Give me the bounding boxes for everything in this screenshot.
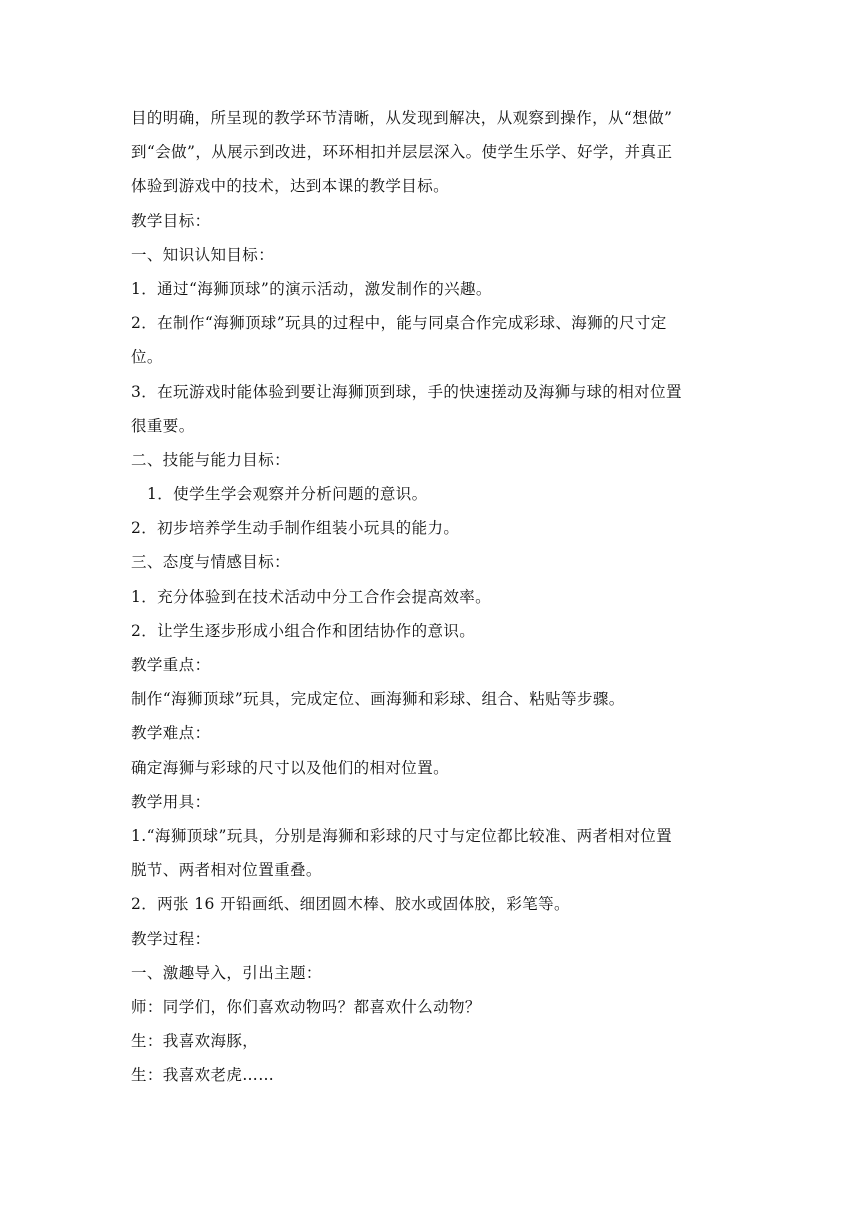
list-item: 2．初步培养学生动手制作组装小玩具的能力。	[131, 519, 460, 538]
list-item: 1．使学生学会观察并分析问题的意识。	[147, 485, 428, 504]
list-item-continuation: 很重要。	[131, 416, 195, 435]
paragraph-line: 确定海狮与彩球的尺寸以及他们的相对位置。	[131, 758, 450, 777]
list-item: 1．通过“海狮顶球”的演示活动，激发制作的兴趣。	[131, 279, 492, 298]
section-heading-key-points: 教学重点：	[131, 656, 211, 674]
section-heading-teaching-process: 教学过程：	[131, 929, 211, 948]
list-item-continuation: 脱节、两者相对位置重叠。	[131, 861, 322, 880]
document-body	[131, 106, 741, 1097]
list-item-continuation: 位。	[131, 348, 163, 367]
list-item: 2．两张 16 开铅画纸、细团圆木棒、胶水或固体胶，彩笔等。	[131, 895, 570, 914]
paragraph-line: 到“会做”，从展示到改进，环环相扣并层层深入。使学生乐学、好学，并真正	[131, 143, 673, 162]
subheading-knowledge-goals: 一、知识认知目标：	[131, 245, 275, 264]
section-heading-teaching-goals: 教学目标：	[131, 211, 211, 230]
paragraph-line: 制作“海狮顶球”玩具，完成定位、画海狮和彩球、组合、粘贴等步骤。	[131, 690, 625, 709]
list-item: 1.“海狮顶球”玩具，分别是海狮和彩球的尺寸与定位都比较准、两者相对位置	[131, 826, 673, 845]
list-item: 2．让学生逐步形成小组合作和团结协作的意识。	[131, 621, 476, 640]
list-item: 1．充分体验到在技术活动中分工合作会提高效率。	[131, 587, 492, 606]
section-heading-teaching-aids: 教学用具：	[131, 792, 211, 811]
list-item: 3．在玩游戏时能体验到要让海狮顶到球，手的快速搓动及海狮与球的相对位置	[131, 382, 682, 401]
dialogue-line: 生：我喜欢海豚，	[131, 1032, 259, 1051]
dialogue-line: 生：我喜欢老虎……	[131, 1066, 275, 1085]
paragraph-line: 体验到游戏中的技术，达到本课的教学目标。	[131, 177, 450, 196]
list-item: 2．在制作“海狮顶球”玩具的过程中，能与同桌合作完成彩球、海狮的尺寸定	[131, 314, 667, 333]
paragraph-line: 目的明确，所呈现的教学环节清晰，从发现到解决，从观察到操作，从“想做”	[131, 109, 673, 127]
dialogue-line: 师：同学们，你们喜欢动物吗？都喜欢什么动物？	[131, 997, 481, 1016]
section-heading-difficulties: 教学难点：	[131, 724, 211, 743]
subheading-attitude-goals: 三、态度与情感目标：	[131, 553, 291, 572]
subheading-introduction: 一、激趣导入，引出主题：	[131, 963, 322, 982]
subheading-skill-goals: 二、技能与能力目标：	[131, 450, 291, 469]
